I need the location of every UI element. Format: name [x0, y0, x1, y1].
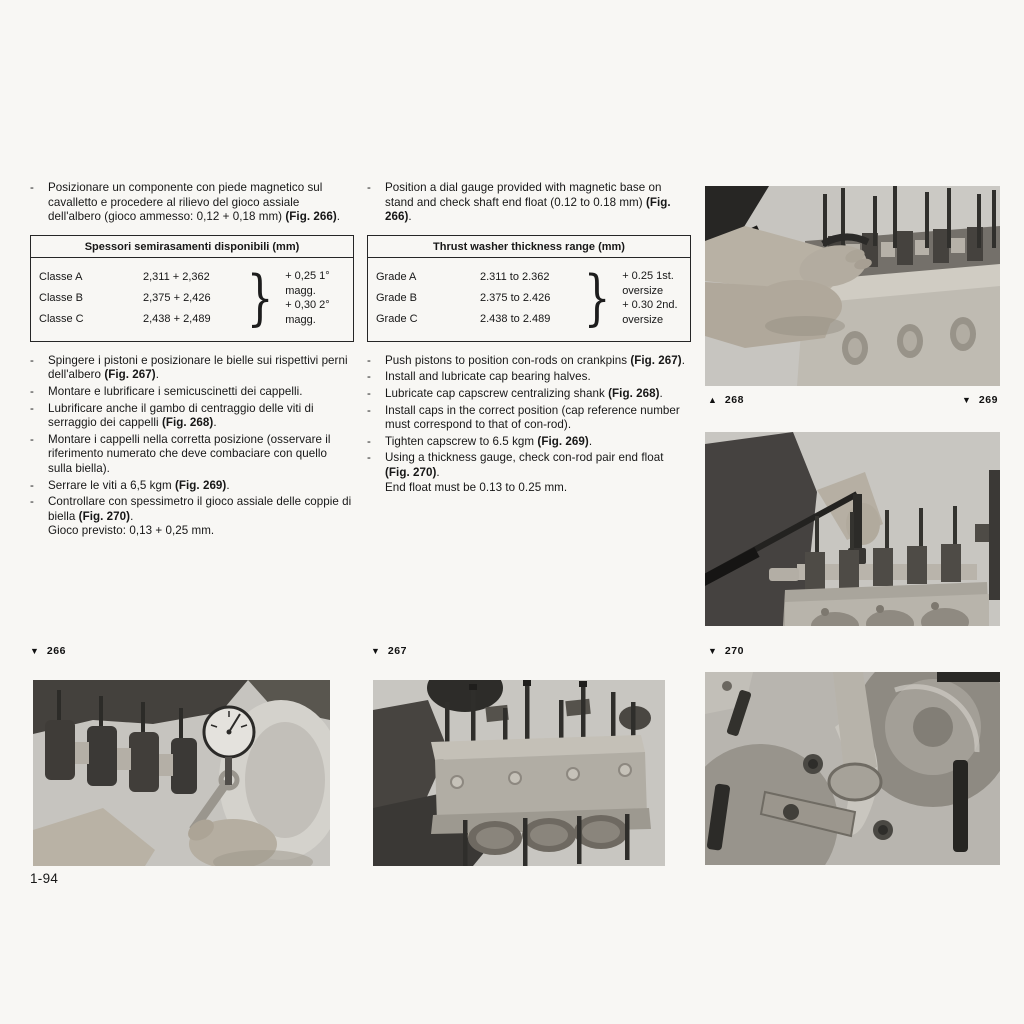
- oversize-notes: [622, 269, 684, 327]
- bullet-item: [367, 404, 691, 433]
- table-title: Thrust washer thickness range (mm): [368, 236, 690, 258]
- table-row: [39, 288, 239, 309]
- bullet-item: [30, 479, 354, 494]
- figure-number: 269: [978, 394, 998, 406]
- bullet-text: - Serrare le viti a 6,5 kgm (Fig. 269).: [48, 478, 230, 492]
- con-rod-caps-photo: [705, 672, 1000, 865]
- bullet-item: [30, 402, 354, 431]
- thickness-table-english: [367, 235, 691, 342]
- bullet-text: - Using a thickness gauge, check con-rod pair end float (Fig. 270).: [385, 451, 664, 479]
- bullet-item: [30, 495, 354, 539]
- bullet-text: - Lubricate cap capscrew centralizing shank (Fig. 268).: [385, 386, 663, 400]
- bullet-text: - Tighten capscrew to 6.5 kgm (Fig. 269).: [385, 434, 593, 448]
- bullet-text: - Install caps in the correct position (cap reference number must correspond to that of con-rod).: [385, 403, 680, 432]
- bullet-item: [367, 435, 691, 450]
- class-label: Classe C: [39, 312, 84, 325]
- class-label: Classe A: [39, 270, 83, 283]
- bullet-item: [30, 181, 354, 225]
- bullet-text: - Spingere i pistoni e posizionare le bielle sui rispettivi perni dell'albero (Fig. 267).: [48, 353, 348, 382]
- italian-procedure-bullets: [30, 354, 354, 539]
- bullet-note: End float must be 0.13 to 0.25 mm.: [385, 480, 568, 494]
- table-rows: [39, 267, 239, 330]
- italian-column: [30, 181, 354, 541]
- figure-label-268: [708, 394, 744, 406]
- oversize-note-2: + 0.30 2nd. oversize: [622, 299, 678, 326]
- figure-label-266: [30, 645, 66, 657]
- bullet-item: [30, 385, 354, 400]
- bullet-text: - Install and lubricate cap bearing halves.: [385, 370, 591, 384]
- bullet-item: [367, 451, 691, 495]
- thickness-range: 2,311 + 2,362: [143, 270, 210, 283]
- bullet-text: - Montare e lubrificare i semicuscinetti dei cappelli.: [48, 384, 303, 398]
- figure-269-photo: [705, 432, 1000, 626]
- bullet-item: [367, 370, 691, 385]
- table-row: [376, 267, 576, 288]
- oversize-note-1: + 0,25 1° magg.: [285, 270, 330, 297]
- bullet-item: [30, 433, 354, 477]
- triangle-down-icon: ▼: [962, 395, 971, 405]
- english-procedure-bullets: [367, 354, 691, 495]
- english-intro-bullets: [367, 181, 691, 225]
- page-number: 1-94: [30, 871, 59, 886]
- thickness-range: 2.375 to 2.426: [480, 291, 551, 304]
- triangle-down-icon: ▼: [371, 646, 380, 656]
- brace-glyph: }: [583, 263, 611, 334]
- triangle-down-icon: ▼: [30, 646, 39, 656]
- figure-266-photo: [33, 680, 330, 866]
- grade-label: Grade B: [376, 291, 417, 304]
- bullet-text: - Position a dial gauge provided with magnetic base on stand and check shaft end float (0.12 to 0.18 mm) (Fig. 266).: [385, 181, 671, 224]
- bullet-item: [367, 354, 691, 369]
- bullet-text: - Lubrificare anche il gambo di centraggio delle viti di serraggio dei cappelli (Fig. 268).: [48, 401, 314, 430]
- oversize-notes: [285, 269, 347, 327]
- bullet-text: - Controllare con spessimetro il gioco assiale delle coppie di biella (Fig. 270).: [48, 495, 352, 523]
- table-title: Spessori semirasamenti disponibili (mm): [31, 236, 353, 258]
- bullet-note: Gioco previsto: 0,13 + 0,25 mm.: [48, 524, 215, 538]
- table-row: [376, 288, 576, 309]
- bullet-item: [367, 181, 691, 225]
- brace-glyph: }: [246, 263, 274, 334]
- figure-number: 267: [387, 645, 407, 657]
- engine-bearing-install-photo: [705, 186, 1000, 386]
- italian-intro-bullets: [30, 181, 354, 225]
- table-row: [39, 267, 239, 288]
- figure-268-photo: [705, 186, 1000, 386]
- bullet-text: - Posizionare un componente con piede magnetico sul cavalletto e procedere al rilievo del gioco assiale dell'albero (gioco ammesso: 0,12 + 0,18 mm) (Fig. 266).: [48, 181, 341, 224]
- figure-label-270: [708, 645, 744, 657]
- figure-number: 266: [46, 645, 66, 657]
- figure-267-photo: [373, 680, 665, 866]
- bullet-item: [367, 387, 691, 402]
- figure-label-269: [962, 394, 998, 406]
- table-row: [39, 309, 239, 330]
- table-rows: [376, 267, 576, 330]
- figure-number: 268: [724, 394, 744, 406]
- thickness-range: 2.311 to 2.362: [480, 270, 550, 283]
- table-row: [376, 309, 576, 330]
- figure-number: 270: [724, 645, 744, 657]
- thickness-range: 2,438 + 2,489: [143, 312, 211, 325]
- bullet-text: - Push pistons to position con-rods on crankpins (Fig. 267).: [385, 353, 685, 367]
- thickness-range: 2,375 + 2,426: [143, 291, 211, 304]
- triangle-down-icon: ▼: [708, 646, 717, 656]
- english-column: [367, 181, 691, 497]
- figure-270-photo: [705, 672, 1000, 865]
- dial-gauge-crankshaft-photo: [33, 680, 330, 866]
- thickness-range: 2.438 to 2.489: [480, 312, 551, 325]
- figure-label-267: [371, 645, 407, 657]
- oversize-note-1: + 0.25 1st. oversize: [622, 270, 674, 297]
- engine-block-photo: [373, 680, 665, 866]
- torque-wrench-photo: [705, 432, 1000, 626]
- thickness-table-italian: [30, 235, 354, 342]
- bullet-text: - Montare i cappelli nella corretta posizione (osservare il riferimento numerato che deve combaciare con quello sulla biella).: [48, 432, 331, 475]
- grade-label: Grade A: [376, 270, 417, 283]
- bullet-item: [30, 354, 354, 383]
- class-label: Classe B: [39, 291, 84, 304]
- grade-label: Grade C: [376, 312, 418, 325]
- triangle-up-icon: ▲: [708, 395, 717, 405]
- oversize-note-2: + 0,30 2° magg.: [285, 299, 330, 326]
